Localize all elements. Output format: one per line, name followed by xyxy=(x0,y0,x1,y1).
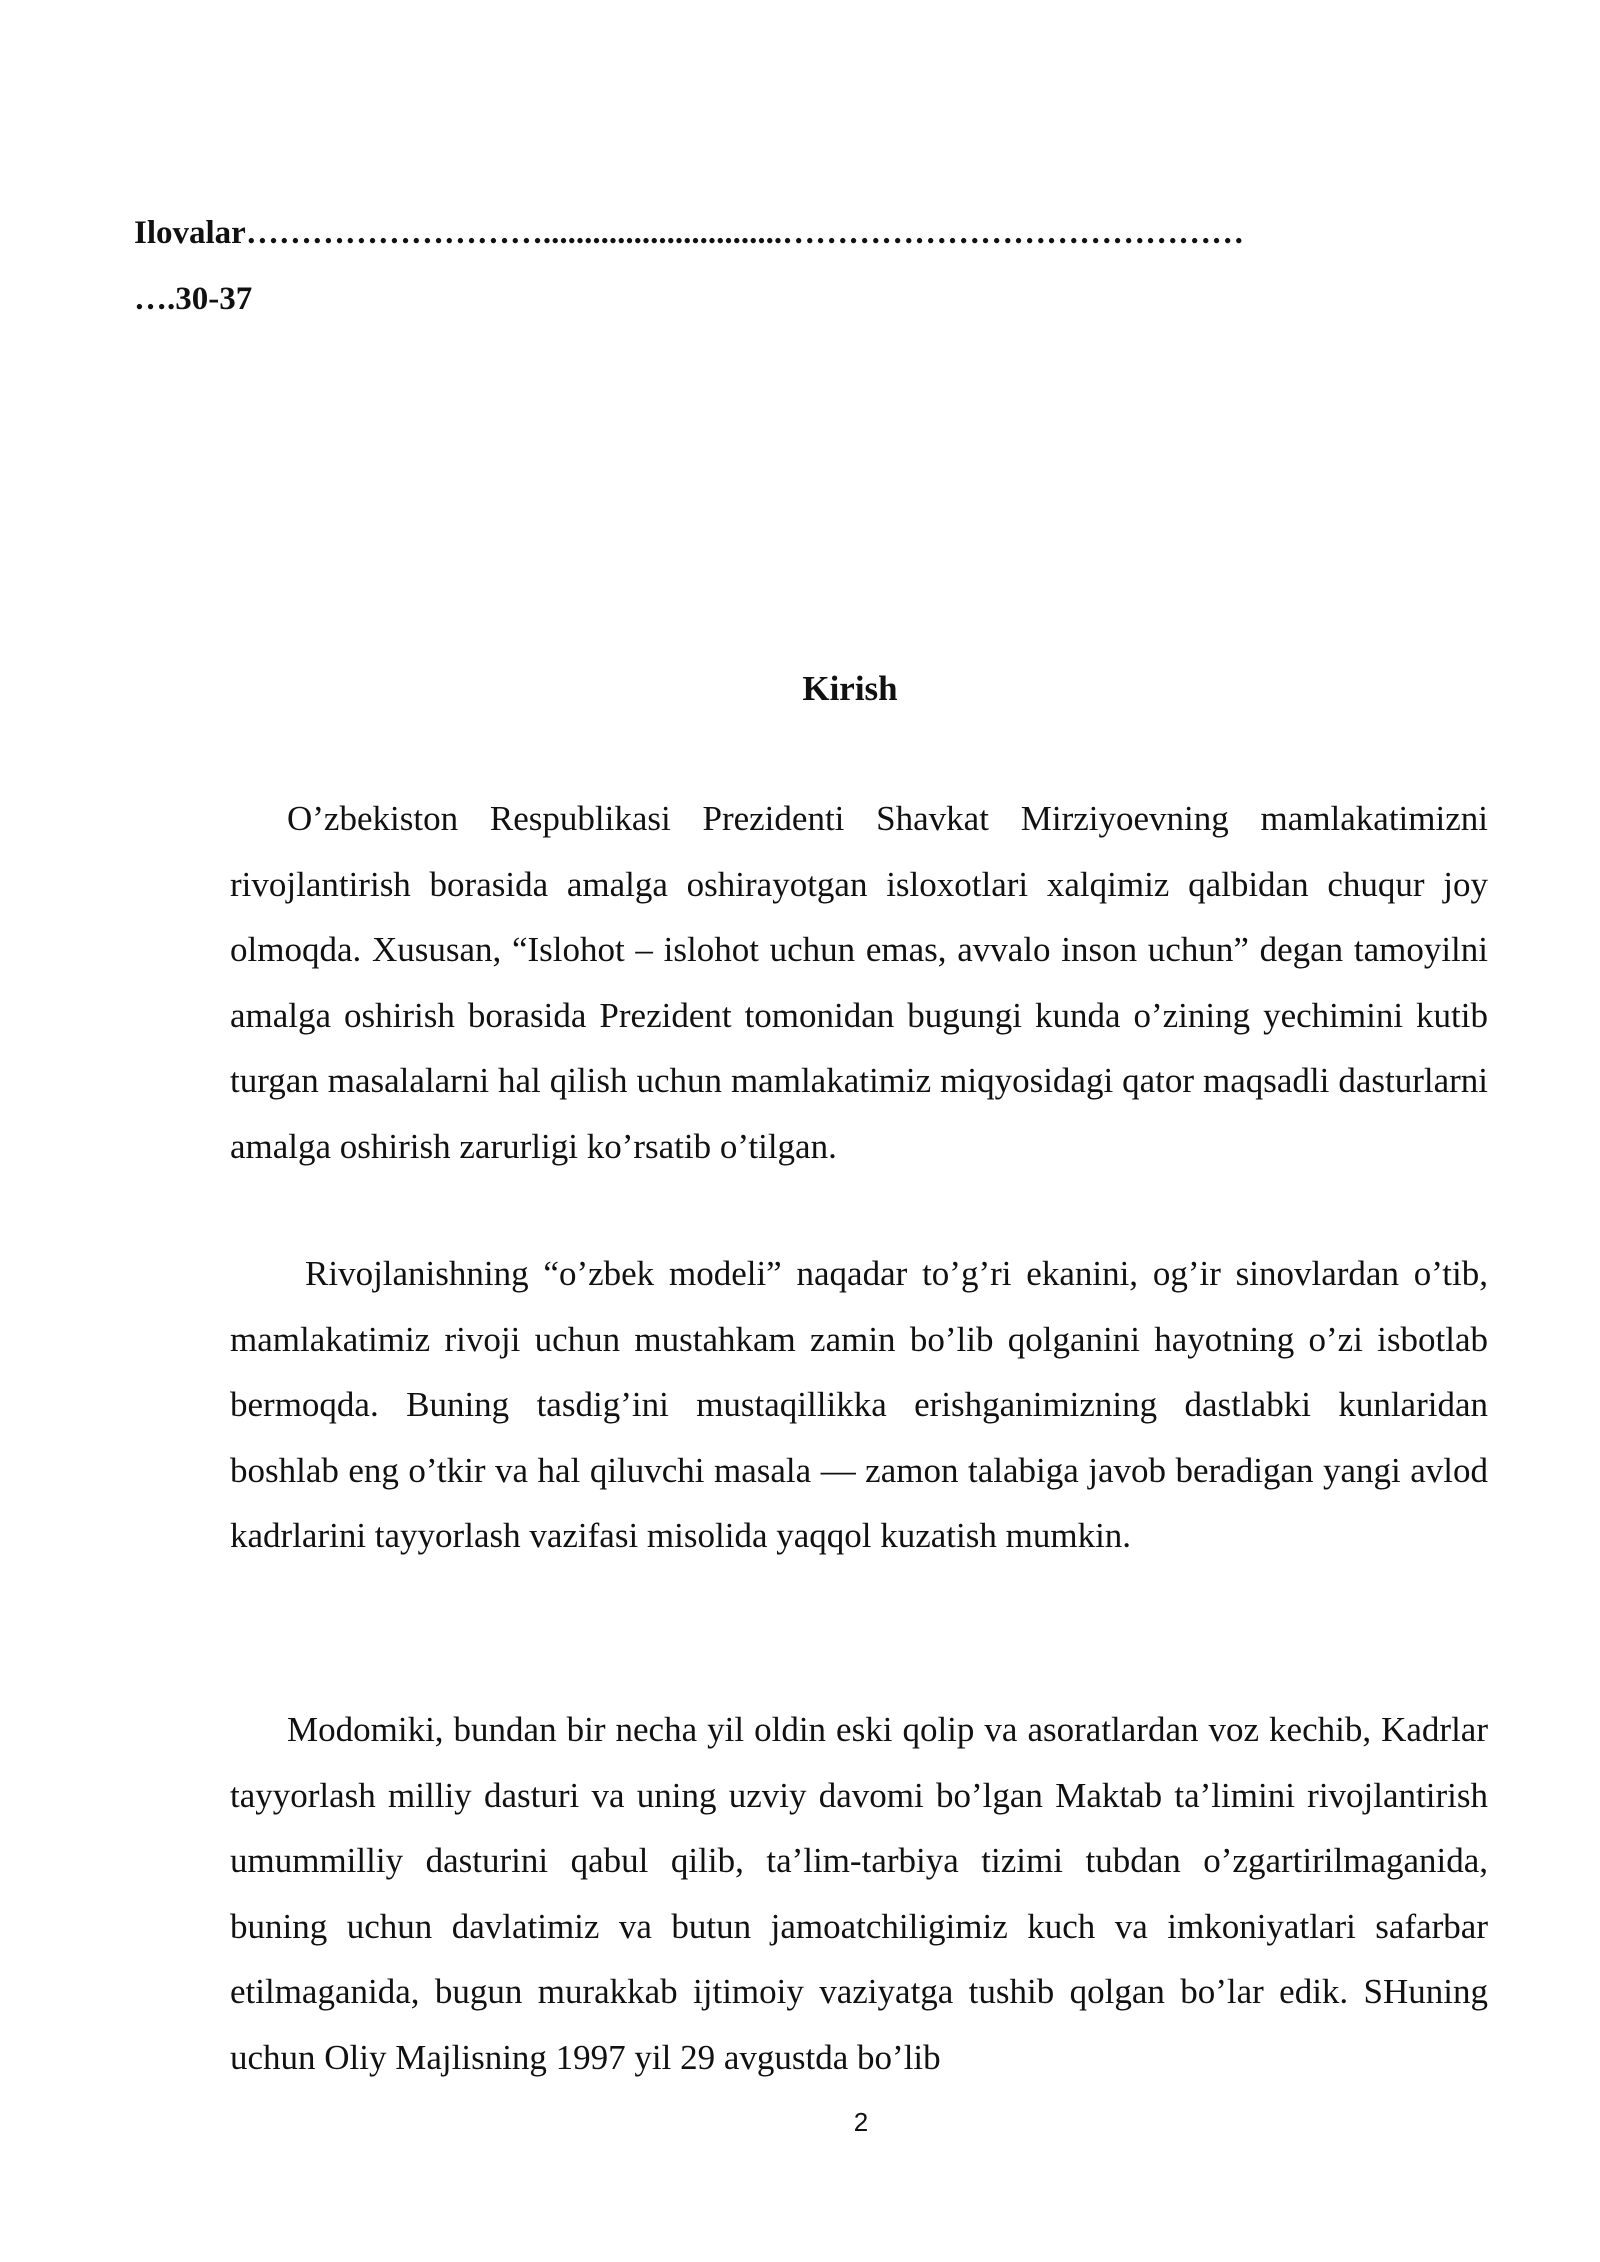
toc-entry-appendices-pages: ….30-37 xyxy=(134,281,253,317)
toc-entry-appendices: Ilovalar……………………….............................…………………………………… xyxy=(134,215,1245,251)
section-heading: Kirish xyxy=(802,669,898,708)
paragraph-1: O’zbekiston Respublikasi Prezidenti Shavkat Mirziyoevning mamlakatimizni rivojlantirish borasida amalga oshirayotgan isloxotlari xalqimiz qalbidan chuqur joy olmoqda. Xususan, “Islohot – islohot uchun emas, avvalo inson uchun” degan tamoyilni amalga oshirish borasida Prezident tomonidan bugungi kunda o’zining yechimini kutib turgan masalalarni hal qilish uchun mamlakatimiz miqyosidagi qator maqsadli dasturlarni amalga oshirish zarurligi ko’rsatib o’tilgan. xyxy=(230,799,1488,1166)
paragraph-3: Modomiki, bundan bir necha yil oldin eski qolip va asoratlardan voz kechib, Kadrlar tayyorlash milliy dasturi va uning uzviy davomi bo’lgan Maktab ta’limini rivojlantirish umummilliy dasturini qabul qilib, ta’lim-tarbiya tizimi tubdan o’zgartirilmaganida, buning uchun davlatimiz va butun jamoatchiligimiz kuch va imkoniyatlari safarbar etilmaganida, bugun murakkab ijtimoiy vaziyatga tushib qolgan bo’lar edik. SHuning uchun Oliy Majlisning 1997 yil 29 avgustda bo’lib xyxy=(230,1710,1488,2077)
page-number: 2 xyxy=(853,2107,869,2137)
paragraph-2: Rivojlanishning “o’zbek modeli” naqadar to’g’ri ekanini, og’ir sinovlardan o’tib, mamlakatimiz rivoji uchun mustahkam zamin bo’lib qolganini hayotning o’zi isbotlab bermoqda. Buning tasdig’ini mustaqillikka erishganimizning dastlabki kunlaridan boshlab eng o’tkir va hal qiluvchi masala — zamon talabiga javob beradigan yangi avlod kadrlarini tayyorlash vazifasi misolida yaqqol kuzatish mumkin. xyxy=(230,1254,1488,1555)
